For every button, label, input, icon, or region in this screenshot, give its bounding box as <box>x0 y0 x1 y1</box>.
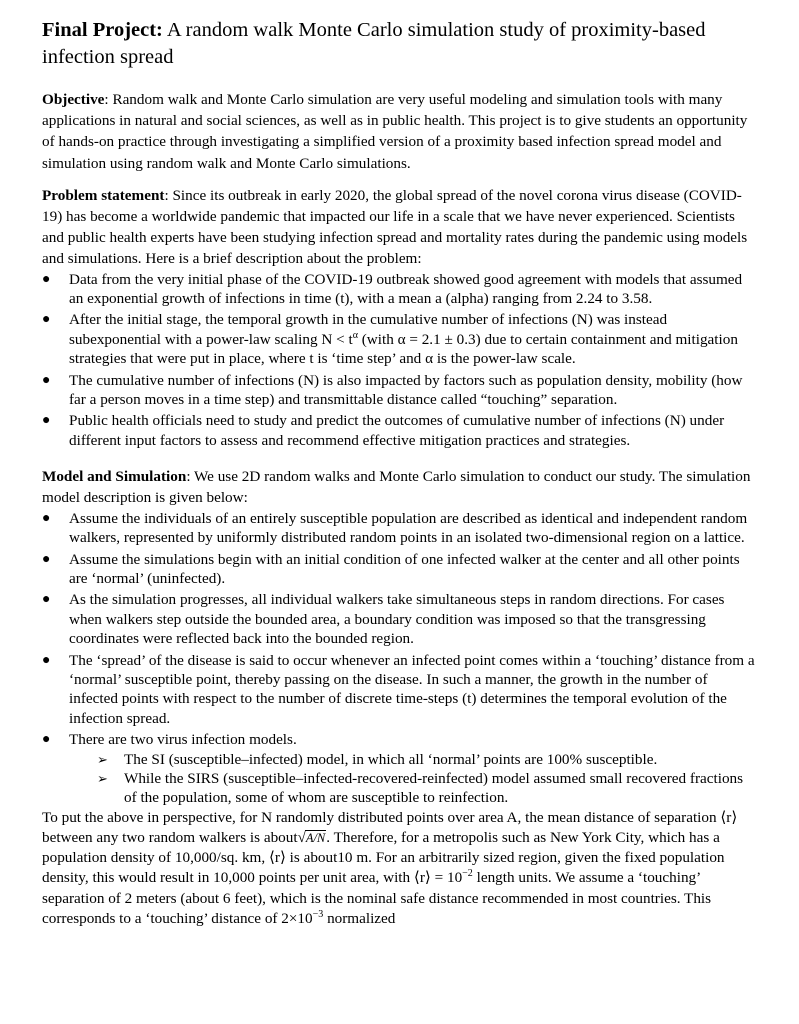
list-item: ● The ‘spread’ of the disease is said to occur whenever an infected point comes within a ‘touching’ distance from a ‘normal’ susceptible point, thereby passing on the disease. In such a manner, the growth in the number of infected points with respect to the number of discrete time-steps (t) determines the temporal evolution of the infection spread. <box>42 651 755 727</box>
model-sub-bullets <box>42 750 759 808</box>
list-item: ➢ While the SIRS (susceptible–infected-recovered-reinfected) model assumed small recovered fractions of the population, some of whom are susceptible to reinfection. <box>97 769 744 807</box>
page-title <box>42 17 759 71</box>
objective-text: : Random walk and Monte Carlo simulation are very useful modeling and simulation tools with many applications in natural and social sciences, as well as in public health. This project is to give students an opportunity of hands-on practice through investigating a simplified version of a proximity based infection spread model and simulation using random walk and Monte Carlo simulations. <box>42 91 748 172</box>
closing-paragraph: To put the above in perspective, for N randomly distributed points over area A, the mean distance of separation ⟨r⟩ between any two random walkers is about√A/N. Therefore, for a metropolis such as New York City, which has a population density of 10,000/sq. km, ⟨r⟩ is about10 m. For an arbitrarily sized region, given the fixed population density, this would result in 10,000 points per unit area, with ⟨r⟩ = $10^{-2}$ length units. We assume a ‘touching’ separation of 2 meters (about 6 feet), which is the nominal safe distance recommended in most countries. This corresponds to a ‘touching’ distance of $2\times 10^{-3}$ normalized <box>42 808 738 927</box>
arrow-bullet-icon: ➢ <box>97 770 108 786</box>
bullet-icon: ● <box>42 413 51 429</box>
list-item: ➢ The SI (susceptible–infected) model, in which all ‘normal’ points are 100% susceptible. <box>97 750 658 768</box>
bullet-icon: ● <box>42 372 51 388</box>
bullet-icon: ● <box>42 732 51 748</box>
model-label: Model and Simulation <box>42 468 187 486</box>
bullet-icon: ● <box>42 592 51 608</box>
bullet-icon: ● <box>42 551 51 567</box>
problem-bullets <box>42 270 759 451</box>
list-item: ● After the initial stage, the temporal growth in the cumulative number of infections (N) was instead subexponential with a power-law scaling $N < t^\alpha$ (with α = 2.1 ± 0.3) due to certain containment and mitigation strategies that were put in place, where t is ‘time step’ and α is the power-law scale. <box>42 311 738 368</box>
problem-text: : Since its outbreak in early 2020, the global spread of the novel corona virus disease (COVID-19) has become a worldwide pandemic that impacted our life in a scale that we have never experienced. Scientists and public health experts have been studying infection spread and mortality rates during the pandemic using models and simulations. Here is a brief description about the problem: <box>42 186 748 268</box>
sqrt-icon: √ <box>297 829 306 846</box>
list-item: ● Public health officials need to study and predict the outcomes of cumulative number of infections (N) under different input factors to assess and recommend effective mitigation practices and strategies. <box>42 412 725 449</box>
list-item: ● As the simulation progresses, all individual walkers take simultaneous steps in random directions. For cases when walkers step outside the bounded area, a boundary condition was imposed so that the transgressing coordinates were reflected back into the bounded region. <box>42 591 725 648</box>
arrow-bullet-icon: ➢ <box>97 751 108 767</box>
model-text: : We use 2D random walks and Monte Carlo simulation to conduct our study. The simulation model description is given below: <box>42 468 751 507</box>
bullet-icon: ● <box>42 510 51 526</box>
objective-paragraph <box>42 89 759 174</box>
problem-paragraph <box>42 185 759 270</box>
list-item: ● Assume the individuals of an entirely susceptible population are described as identical and independent random walkers, represented by uniformly distributed random points in an isolated two-dimensional region on a lattice. <box>42 509 748 547</box>
list-item: ● The cumulative number of infections (N) is also impacted by factors such as population density, mobility (how far a person moves in a time step) and transmittable distance called “touching” separation. <box>42 371 743 409</box>
model-paragraph <box>42 466 759 508</box>
model-bullets <box>42 509 759 750</box>
title-text: A random walk Monte Carlo simulation study of proximity-based infection spread <box>42 19 706 68</box>
list-item: ● Assume the simulations begin with an initial condition of one infected walker at the center and all other points are ‘normal’ (uninfected). <box>42 550 740 587</box>
list-item: ● Data from the very initial phase of the COVID-19 outbreak showed good agreement with models that assumed an exponential growth of infections in time (t), with a mean a (alpha) ranging from 2.24 to 3.58. <box>42 270 743 308</box>
sqrt-expression: A/N <box>305 830 326 845</box>
objective-label: Objective <box>42 91 105 108</box>
title-bold: Final Project: <box>42 19 163 41</box>
problem-label: Problem statement <box>42 186 165 204</box>
bullet-icon: ● <box>42 312 51 328</box>
list-item: ● There are two virus infection models. <box>42 731 297 749</box>
bullet-icon: ● <box>42 271 51 287</box>
bullet-icon: ● <box>42 652 51 668</box>
